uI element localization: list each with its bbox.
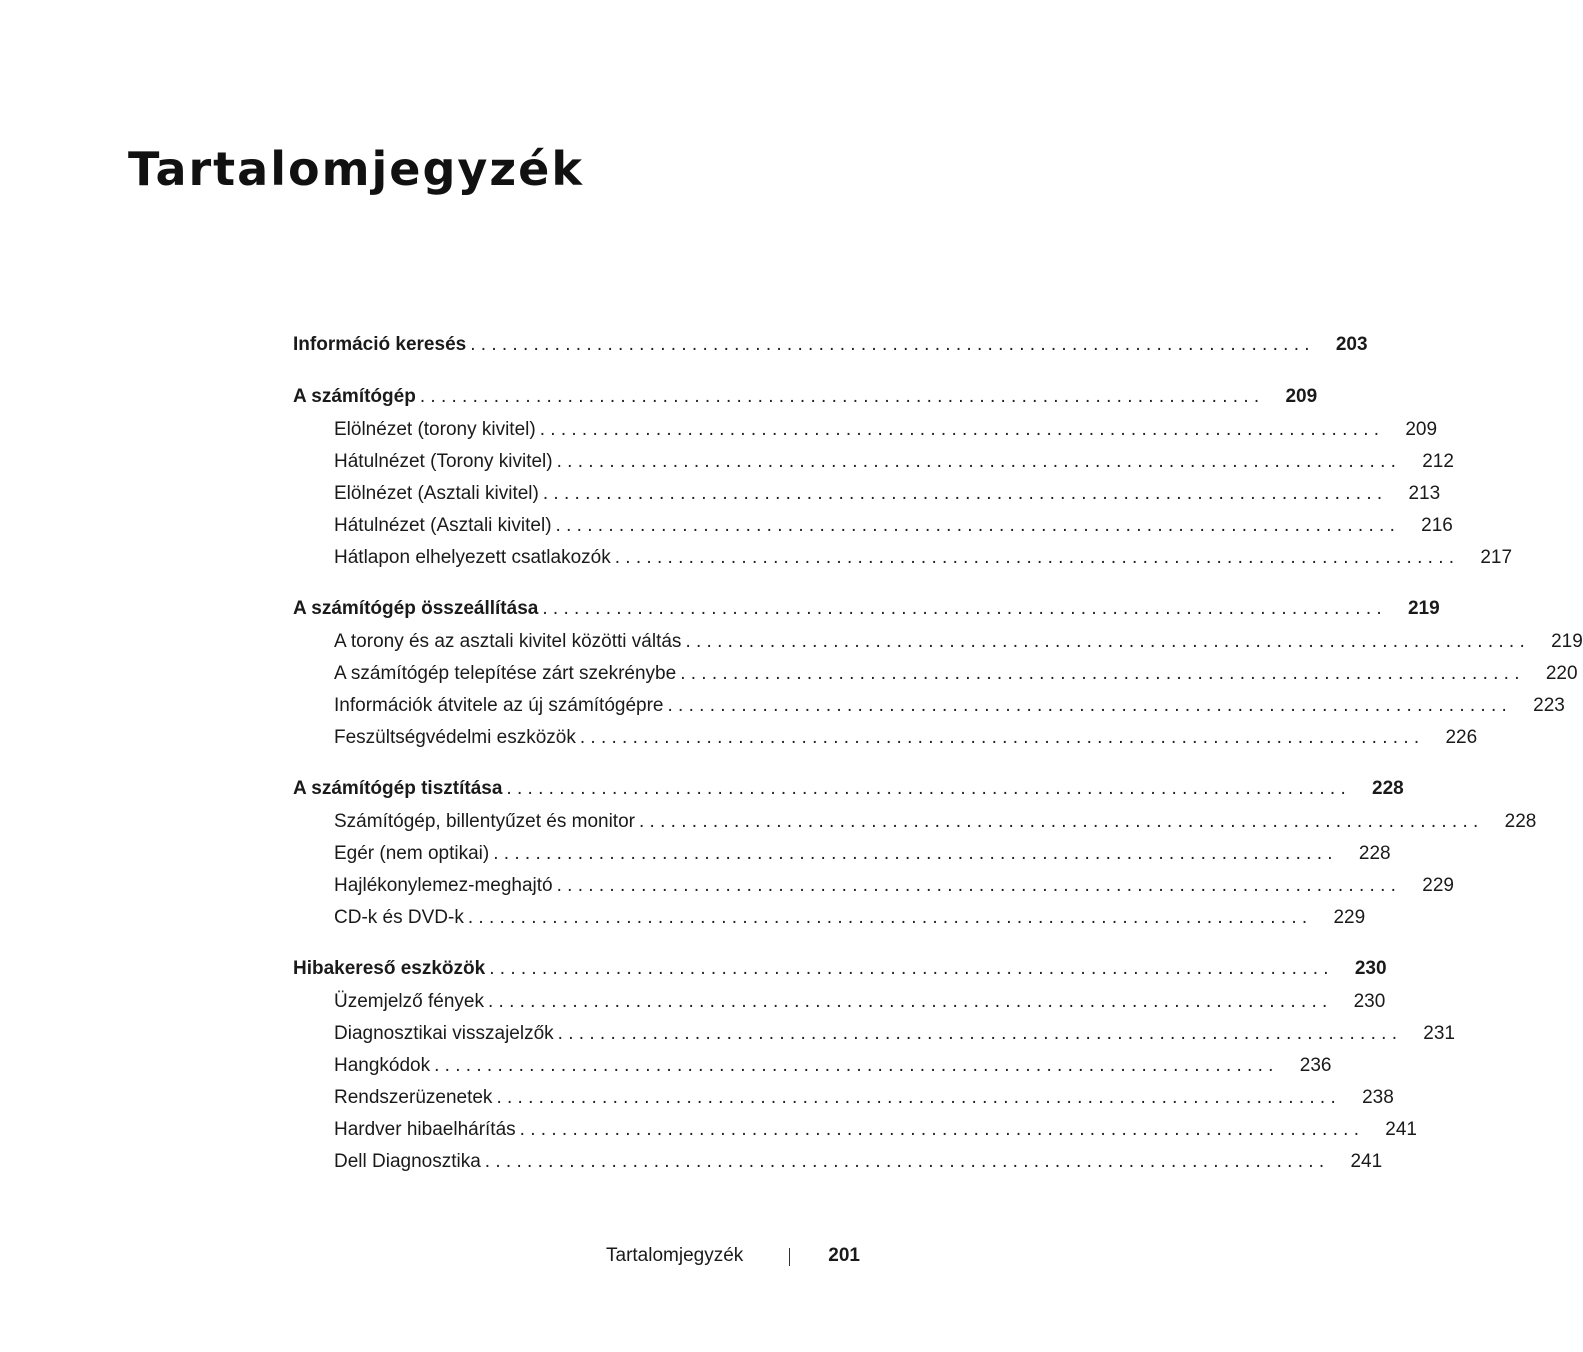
- toc-subentry[interactable]: [293, 902, 1366, 934]
- dot-leader: . . . . . . . . . . . . . . . . . . . . . . . . . . . . . . . . . . . . . . . . . . . . . . . . . . . . . . . . . . . . . . . . . . . . . . . . . . . . . . . .: [493, 843, 1333, 864]
- dot-leader: . . . . . . . . . . . . . . . . . . . . . . . . . . . . . . . . . . . . . . . . . . . . . . . . . . . . . . . . . . . . . . . . . . . . . . . . . . . . . . . .: [470, 334, 1310, 355]
- page-title: Tartalomjegyzék: [128, 142, 584, 196]
- toc-entry-page: 241: [1350, 1151, 1383, 1172]
- toc-entry-label: Üzemjelző fények: [334, 991, 484, 1012]
- toc-subentry[interactable]: [293, 870, 1454, 902]
- toc-entry-page: 228: [1372, 778, 1404, 799]
- toc-section: [293, 952, 1455, 1178]
- dot-leader: . . . . . . . . . . . . . . . . . . . . . . . . . . . . . . . . . . . . . . . . . . . . . . . . . . . . . . . . . . . . . . . . . . . . . . . . . . . . . . . .: [556, 875, 1396, 896]
- toc-subentry[interactable]: [293, 1018, 1455, 1050]
- toc-entry-page: 220: [1545, 663, 1578, 684]
- toc-entry-label: Rendszerüzenetek: [334, 1087, 493, 1108]
- toc-entry-page: 236: [1299, 1055, 1332, 1076]
- toc-entry-page: 226: [1445, 727, 1478, 748]
- toc-entry-page: 203: [1335, 334, 1368, 355]
- toc-entry-page: 219: [1551, 631, 1583, 652]
- toc-subentry[interactable]: [293, 478, 1441, 510]
- toc-subentry[interactable]: [293, 1082, 1394, 1114]
- toc-entry-page: 230: [1354, 958, 1387, 979]
- toc-entry-page: 229: [1333, 907, 1366, 928]
- toc-entry-label: Egér (nem optikai): [334, 843, 490, 864]
- dot-leader: . . . . . . . . . . . . . . . . . . . . . . . . . . . . . . . . . . . . . . . . . . . . . . . . . . . . . . . . . . . . . . . . . . . . . . . . . . . . . . . .: [542, 483, 1383, 504]
- toc-subentry[interactable]: [293, 446, 1454, 478]
- toc-subentry[interactable]: [293, 626, 1583, 658]
- toc-entry-page: 230: [1353, 991, 1386, 1012]
- toc-entry-label: Hátlapon elhelyezett csatlakozók: [334, 547, 611, 568]
- toc-entry-label: Információk átvitele az új számítógépre: [334, 695, 664, 716]
- toc-chapter-entry[interactable]: [293, 380, 1318, 414]
- page-number: 201: [828, 1245, 860, 1266]
- toc-entry-page: 217: [1480, 547, 1513, 568]
- toc-entry-label: Hátulnézet (Asztali kivitel): [334, 515, 552, 536]
- dot-leader: . . . . . . . . . . . . . . . . . . . . . . . . . . . . . . . . . . . . . . . . . . . . . . . . . . . . . . . . . . . . . . . . . . . . . . . . . . . . . . . .: [506, 778, 1346, 799]
- toc-subentry[interactable]: [293, 690, 1565, 722]
- dot-leader: . . . . . . . . . . . . . . . . . . . . . . . . . . . . . . . . . . . . . . . . . . . . . . . . . . . . . . . . . . . . . . . . . . . . . . . . . . . . . . . .: [489, 958, 1329, 979]
- toc-entry-page: 209: [1405, 419, 1438, 440]
- dot-leader: . . . . . . . . . . . . . . . . . . . . . . . . . . . . . . . . . . . . . . . . . . . . . . . . . . . . . . . . . . . . . . . . . . . . . . . . . . . . . . . .: [484, 1151, 1325, 1172]
- toc-entry-label: A számítógép tisztítása: [293, 778, 503, 799]
- toc-entry-label: A számítógép összeállítása: [293, 598, 539, 619]
- toc-entry-page: 228: [1504, 811, 1537, 832]
- toc-entry-label: Információ keresés: [293, 334, 467, 355]
- toc-entry-label: A torony és az asztali kivitel közötti váltás: [334, 631, 682, 652]
- toc-entry-page: 209: [1285, 386, 1318, 407]
- toc-entry-label: Hátulnézet (Torony kivitel): [334, 451, 553, 472]
- dot-leader: . . . . . . . . . . . . . . . . . . . . . . . . . . . . . . . . . . . . . . . . . . . . . . . . . . . . . . . . . . . . . . . . . . . . . . . . . . . . . . . .: [680, 663, 1520, 684]
- dot-leader: . . . . . . . . . . . . . . . . . . . . . . . . . . . . . . . . . . . . . . . . . . . . . . . . . . . . . . . . . . . . . . . . . . . . . . . . . . . . . . . .: [614, 547, 1455, 568]
- dot-leader: . . . . . . . . . . . . . . . . . . . . . . . . . . . . . . . . . . . . . . . . . . . . . . . . . . . . . . . . . . . . . . . . . . . . . . . . . . . . . . . .: [434, 1055, 1274, 1076]
- toc-entry-page: 223: [1533, 695, 1565, 716]
- toc-subentry[interactable]: [293, 722, 1478, 754]
- page-footer: [600, 1242, 860, 1270]
- toc-subentry[interactable]: [293, 1050, 1332, 1082]
- toc-entry-page: 238: [1362, 1087, 1394, 1108]
- toc-entry-page: 212: [1422, 451, 1454, 472]
- toc-entry-page: 228: [1358, 843, 1391, 864]
- toc-section: [293, 380, 1513, 574]
- toc-entry-label: Hibakereső eszközök: [293, 958, 486, 979]
- toc-entry-page: 213: [1408, 483, 1441, 504]
- toc-subentry[interactable]: [293, 986, 1386, 1018]
- toc-entry-label: A számítógép telepítése zárt szekrénybe: [334, 663, 677, 684]
- toc-subentry[interactable]: [293, 414, 1438, 446]
- toc-entry-page: 219: [1407, 598, 1440, 619]
- dot-leader: . . . . . . . . . . . . . . . . . . . . . . . . . . . . . . . . . . . . . . . . . . . . . . . . . . . . . . . . . . . . . . . . . . . . . . . . . . . . . . . .: [557, 1023, 1397, 1044]
- toc-entry-label: Számítógép, billentyűzet és monitor: [334, 811, 635, 832]
- dot-leader: . . . . . . . . . . . . . . . . . . . . . . . . . . . . . . . . . . . . . . . . . . . . . . . . . . . . . . . . . . . . . . . . . . . . . . . . . . . . . . . .: [556, 451, 1396, 472]
- toc-entry-label: CD-k és DVD-k: [334, 907, 464, 928]
- toc-chapter-entry[interactable]: [293, 772, 1404, 806]
- toc-subentry[interactable]: [293, 542, 1513, 574]
- dot-leader: . . . . . . . . . . . . . . . . . . . . . . . . . . . . . . . . . . . . . . . . . . . . . . . . . . . . . . . . . . . . . . . . . . . . . . . . . . . . . . . .: [555, 515, 1395, 536]
- dot-leader: . . . . . . . . . . . . . . . . . . . . . . . . . . . . . . . . . . . . . . . . . . . . . . . . . . . . . . . . . . . . . . . . . . . . . . . . . . . . . . . .: [496, 1087, 1336, 1108]
- toc-subentry[interactable]: [293, 1146, 1383, 1178]
- toc-entry-label: Feszültségvédelmi eszközök: [334, 727, 576, 748]
- toc-entry-label: Dell Diagnosztika: [334, 1151, 481, 1172]
- toc-subentry[interactable]: [293, 510, 1453, 542]
- footer-divider: [789, 1248, 790, 1266]
- toc-entry-page: 241: [1385, 1119, 1417, 1140]
- dot-leader: . . . . . . . . . . . . . . . . . . . . . . . . . . . . . . . . . . . . . . . . . . . . . . . . . . . . . . . . . . . . . . . . . . . . . . . . . . . . . . . .: [487, 991, 1328, 1012]
- toc-section: [293, 772, 1537, 934]
- toc-section: [293, 592, 1583, 754]
- toc-chapter-entry[interactable]: [293, 952, 1387, 986]
- toc-subentry[interactable]: [293, 658, 1578, 690]
- toc-chapter-entry[interactable]: [293, 328, 1368, 362]
- toc-subentry[interactable]: [293, 806, 1537, 838]
- dot-leader: . . . . . . . . . . . . . . . . . . . . . . . . . . . . . . . . . . . . . . . . . . . . . . . . . . . . . . . . . . . . . . . . . . . . . . . . . . . . . . . .: [685, 631, 1525, 652]
- toc-entry-label: Elölnézet (Asztali kivitel): [334, 483, 539, 504]
- dot-leader: . . . . . . . . . . . . . . . . . . . . . . . . . . . . . . . . . . . . . . . . . . . . . . . . . . . . . . . . . . . . . . . . . . . . . . . . . . . . . . . .: [539, 419, 1380, 440]
- dot-leader: . . . . . . . . . . . . . . . . . . . . . . . . . . . . . . . . . . . . . . . . . . . . . . . . . . . . . . . . . . . . . . . . . . . . . . . . . . . . . . . .: [667, 695, 1507, 716]
- toc-subentry[interactable]: [293, 1114, 1417, 1146]
- toc-entry-label: Hajlékonylemez-meghajtó: [334, 875, 553, 896]
- toc-entry-label: Diagnosztikai visszajelzők: [334, 1023, 554, 1044]
- dot-leader: . . . . . . . . . . . . . . . . . . . . . . . . . . . . . . . . . . . . . . . . . . . . . . . . . . . . . . . . . . . . . . . . . . . . . . . . . . . . . . . .: [519, 1119, 1359, 1140]
- dot-leader: . . . . . . . . . . . . . . . . . . . . . . . . . . . . . . . . . . . . . . . . . . . . . . . . . . . . . . . . . . . . . . . . . . . . . . . . . . . . . . . .: [419, 386, 1260, 407]
- toc-subentry[interactable]: [293, 838, 1391, 870]
- dot-leader: . . . . . . . . . . . . . . . . . . . . . . . . . . . . . . . . . . . . . . . . . . . . . . . . . . . . . . . . . . . . . . . . . . . . . . . . . . . . . . . .: [579, 727, 1420, 748]
- toc-chapter-entry[interactable]: [293, 592, 1440, 626]
- dot-leader: . . . . . . . . . . . . . . . . . . . . . . . . . . . . . . . . . . . . . . . . . . . . . . . . . . . . . . . . . . . . . . . . . . . . . . . . . . . . . . . .: [542, 598, 1382, 619]
- running-title: Tartalomjegyzék: [606, 1245, 744, 1266]
- toc-entry-label: Elölnézet (torony kivitel): [334, 419, 536, 440]
- toc-entry-label: A számítógép: [293, 386, 416, 407]
- dot-leader: . . . . . . . . . . . . . . . . . . . . . . . . . . . . . . . . . . . . . . . . . . . . . . . . . . . . . . . . . . . . . . . . . . . . . . . . . . . . . . . .: [467, 907, 1308, 928]
- toc-entry-page: 229: [1422, 875, 1454, 896]
- table-of-contents: [293, 328, 1583, 1196]
- dot-leader: . . . . . . . . . . . . . . . . . . . . . . . . . . . . . . . . . . . . . . . . . . . . . . . . . . . . . . . . . . . . . . . . . . . . . . . . . . . . . . . .: [639, 811, 1479, 832]
- toc-section: [293, 328, 1368, 362]
- toc-entry-label: Hardver hibaelhárítás: [334, 1119, 516, 1140]
- toc-entry-label: Hangkódok: [334, 1055, 431, 1076]
- toc-entry-page: 216: [1421, 515, 1453, 536]
- toc-entry-page: 231: [1423, 1023, 1455, 1044]
